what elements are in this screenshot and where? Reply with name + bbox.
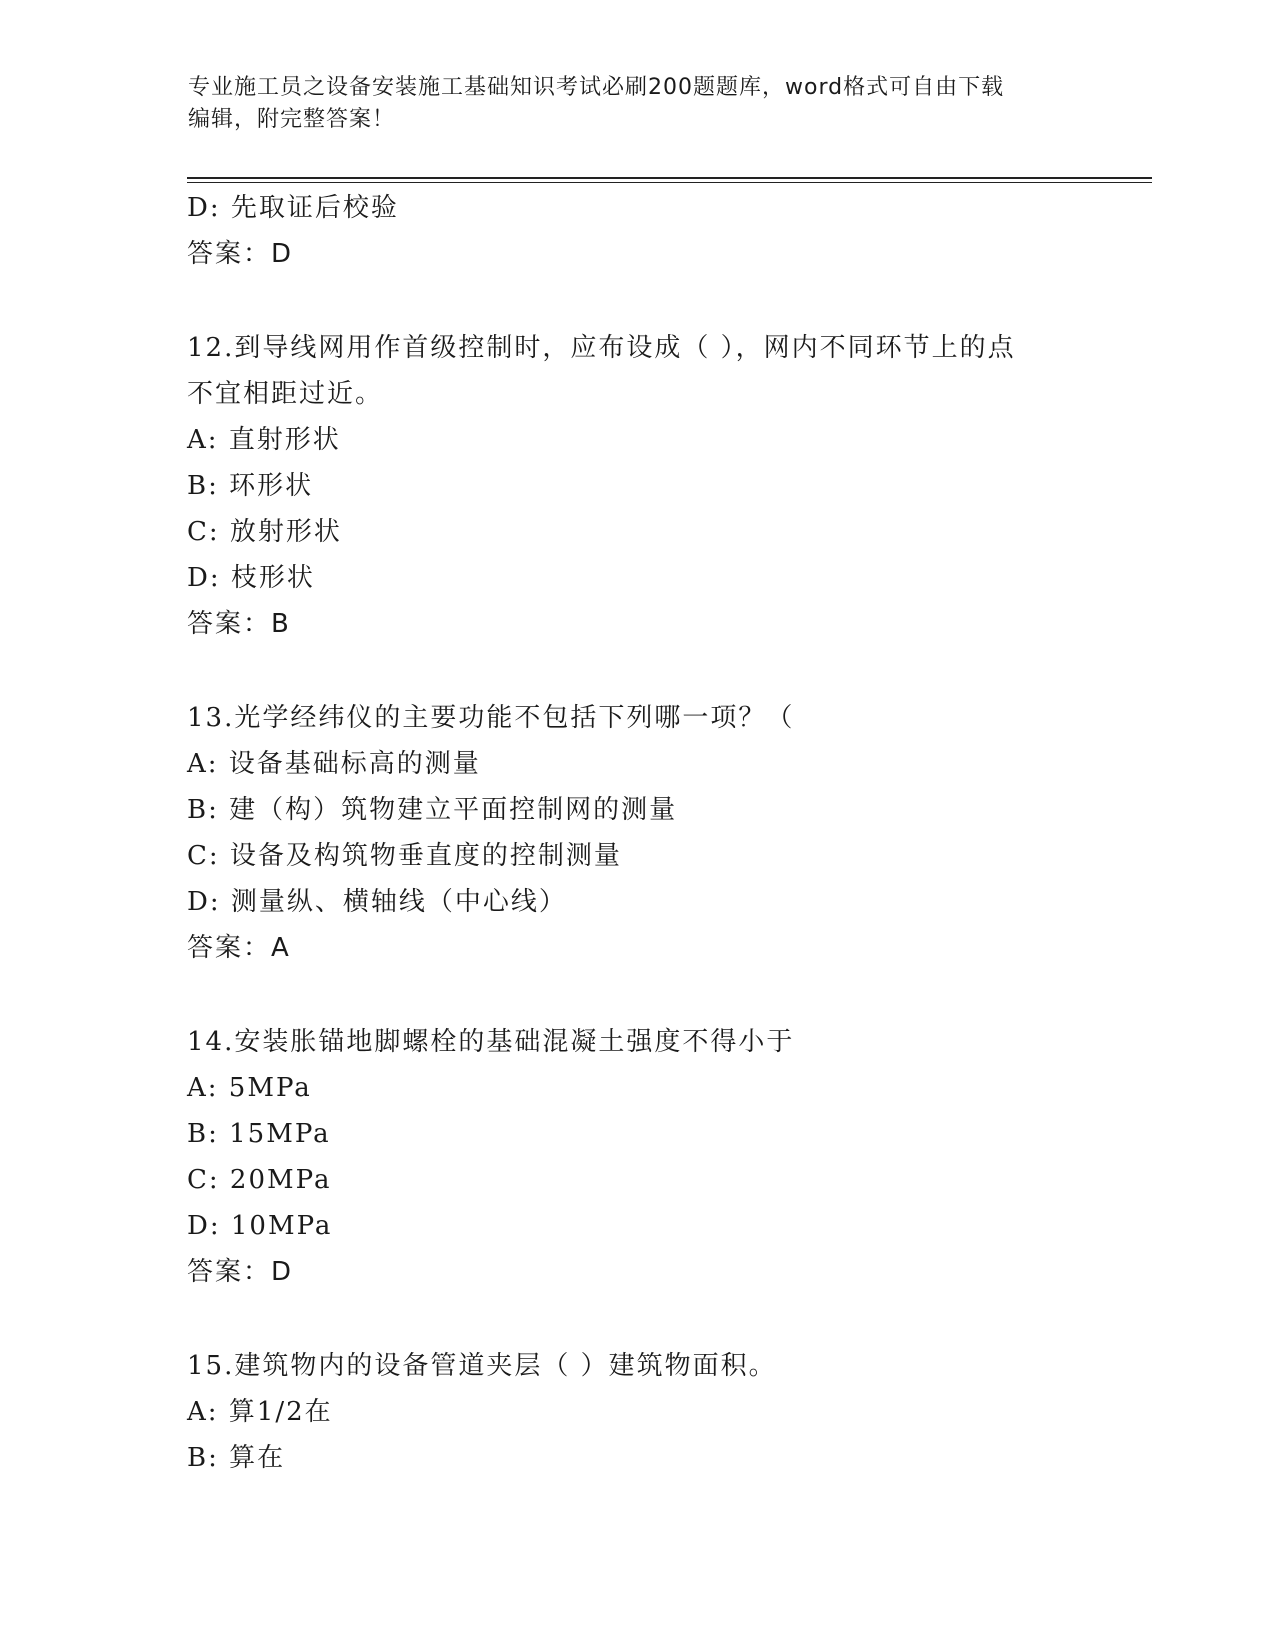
option-a: A: 5MPa [187,1073,312,1103]
option-a: A: 设备基础标高的测量 [187,749,481,779]
question-text: 13.光学经纬仪的主要功能不包括下列哪一项？（ [187,703,795,733]
option-b: B: 15MPa [187,1119,331,1149]
header-divider-thick [187,177,1152,179]
question-11-tail [187,185,1087,277]
question-text: 12.到导线网用作首级控制时，应布设成（ ），网内不同环节上的点 [187,333,1016,363]
page-header [188,72,1088,136]
question-14 [187,1019,1087,1295]
option-c: C: 设备及构筑物垂直度的控制测量 [187,841,622,871]
option-b: B: 环形状 [187,471,314,501]
question-text-cont: 不宜相距过近。 [187,379,384,409]
option-d: D: 测量纵、横轴线（中心线） [187,887,567,917]
option-a: A: 算1/2在 [187,1397,333,1427]
option-d: D: 10MPa [187,1211,333,1241]
question-13 [187,695,1087,971]
option-d: D: 枝形状 [187,563,315,593]
option-c: C: 20MPa [187,1165,332,1195]
question-15 [187,1343,1087,1481]
answer: 答案：A [187,933,291,963]
option-b: B: 建（构）筑物建立平面控制网的测量 [187,795,678,825]
option-a: A: 直射形状 [187,425,341,455]
answer: 答案：B [187,609,291,639]
question-text: 15.建筑物内的设备管道夹层（ ）建筑物面积。 [187,1351,777,1381]
header-divider-thin [187,182,1152,183]
question-text: 14.安装胀锚地脚螺栓的基础混凝土强度不得小于 [187,1027,795,1057]
answer: 答案：D [187,1257,294,1287]
option-b: B: 算在 [187,1443,286,1473]
option-d: D: 先取证后校验 [187,193,399,223]
question-12 [187,325,1087,647]
option-c: C: 放射形状 [187,517,342,547]
question-list [187,185,1087,1481]
header-line-1: 专业施工员之设备安装施工基础知识考试必刷200题题库，word格式可自由下载 [188,75,1005,100]
header-line-2: 编辑，附完整答案！ [188,107,396,132]
answer: 答案：D [187,239,294,269]
